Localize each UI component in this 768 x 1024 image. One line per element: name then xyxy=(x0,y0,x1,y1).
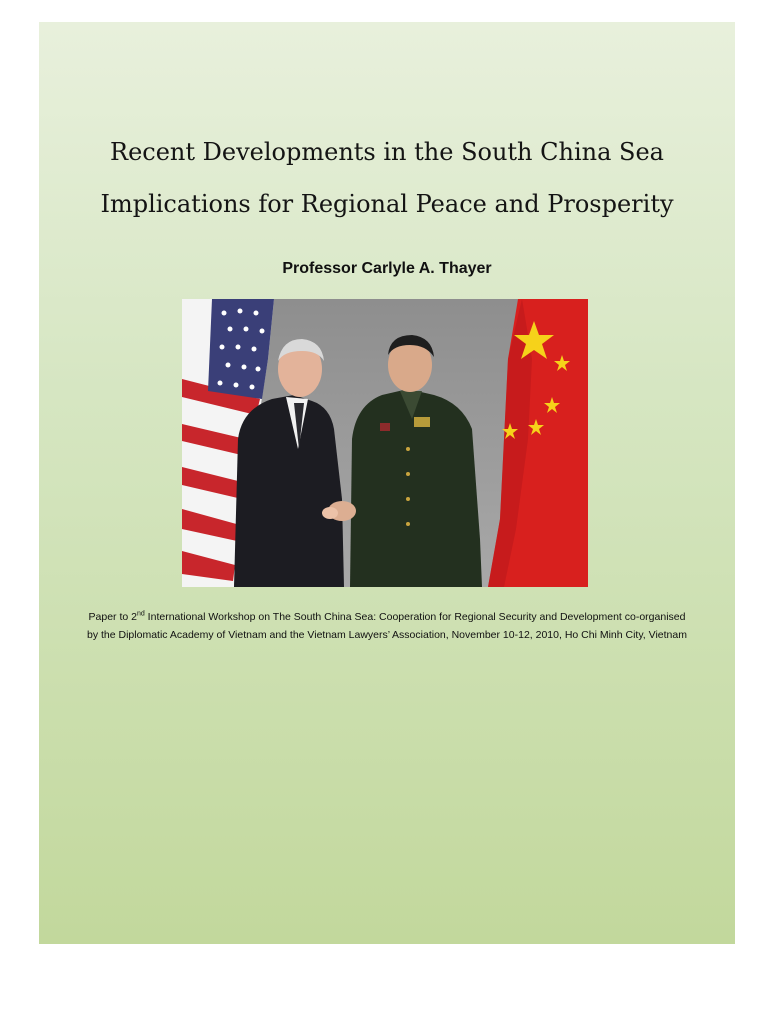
caption-part-1: Paper to 2 xyxy=(88,611,137,623)
caption-part-2: International Workshop on The South China Sea: Cooperation for Regional Security and Development co-organised by the Diplomatic Academy of Vietnam and the Vietnam Lawyers’ Association, November 10-12, 2010, Ho Chi Minh City, Vietnam xyxy=(87,611,687,641)
title-line-1: Recent Developments in the South China Sea xyxy=(110,138,664,166)
paper-caption xyxy=(87,608,687,644)
cover-page xyxy=(39,22,735,944)
author-name: Professor Carlyle A. Thayer xyxy=(282,260,492,277)
cover-photo xyxy=(182,299,588,587)
caption-superscript: nd xyxy=(136,610,145,618)
title-line-2: Implications for Regional Peace and Prosperity xyxy=(100,190,674,218)
